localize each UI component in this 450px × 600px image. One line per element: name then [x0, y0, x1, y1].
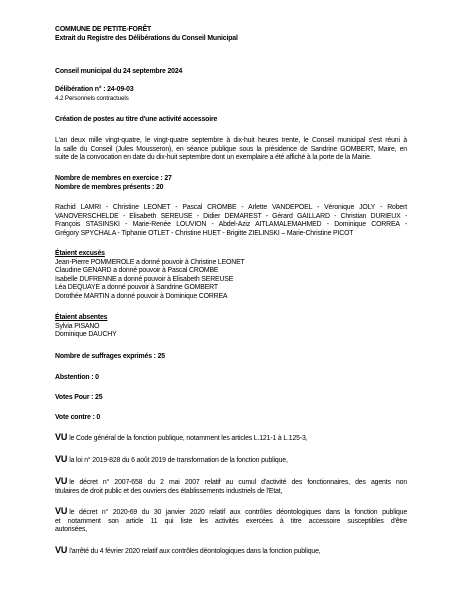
intro-line: la salle du Conseil (Jules Mousseron), en séance publique sous la présidence de Sandrine GOMBERT, Maire, en [55, 145, 407, 153]
members-line: VANOVERSCHELDE - Elisabeth SEREUSE - Didier DEMAREST - Gérard GAILLARD - Christian DURIEUX - [55, 212, 407, 220]
vu-item [55, 455, 407, 466]
deliberation-subject: Création de postes au titre d'une activité accessoire [55, 116, 218, 123]
absent-line: Dominique DAUCHY [55, 331, 117, 339]
header [55, 26, 407, 43]
vu-text: la loi n° 2019-828 du 6 août 2019 de transformation de la fonction publique, [69, 457, 288, 464]
register-extract-title: Extrait du Registre des Délibérations du Conseil Municipal [55, 34, 238, 42]
vu-item [55, 433, 407, 444]
absent-section [55, 314, 407, 340]
vu-keyword: VU [55, 506, 68, 516]
vu-text: l'arrêté du 4 février 2020 relatif aux contrôles déontologiques dans la fonction publique, [69, 548, 321, 555]
vu-text: le décret n° 2007-658 du 2 mai 2007 relatif au cumul d'activité des fonctionnaires, des agents non [69, 479, 407, 486]
intro-paragraph [55, 137, 407, 163]
absent-line: Sylvia PISANO [55, 322, 100, 330]
intro-line: L'an deux mille vingt-quatre, le vingt-quatre septembre à dix-huit heures trente, le Conseil municipal s'est réuni à [55, 137, 407, 144]
members-line: François STASINSKI - Marie-Renée LOUVION - Abdel-Aziz AITLAMALEMAHMED - Dominique CORREA - [55, 221, 407, 229]
vu-text: titulaires de droit public et des ouvriers des établissements industriels de l'Etat, [55, 487, 283, 495]
vu-keyword: VU [55, 432, 68, 442]
excused-line: Dorothée MARTIN a donné pouvoir à Dominique CORREA [55, 292, 228, 300]
excused-line: Léa DEQUAYE a donné pouvoir à Sandrine GOMBERT [55, 284, 218, 292]
vu-text: le décret n° 2020-69 du 30 janvier 2020 relatif aux contrôles déontologiques dans la fonction publique [69, 509, 407, 516]
absent-title: Étaient absentes [55, 314, 108, 321]
vu-item [55, 507, 407, 535]
vu-text: autorisées, [55, 526, 88, 534]
deliberation-block [55, 86, 407, 103]
deliberation-category: 4.2 Personnels contractuels [55, 94, 129, 102]
members-present-list [55, 204, 407, 238]
excused-title: Étaient excusés [55, 250, 105, 257]
vu-item [55, 477, 407, 496]
deliberation-number: Délibération n° : 24-09-03 [55, 86, 134, 93]
intro-line: suite de la convocation en date du dix-huit septembre dont un exemplaire a été affiché à la porte de la Mairie. [55, 154, 372, 162]
members-line: Rachid LAMRI - Christine LEONET - Pascal CROMBE - Arlette VANDEPOEL - Véronique JOLY - Robert [55, 204, 407, 211]
excused-line: Claudine GENARD a donné pouvoir à Pascal CROMBE [55, 267, 219, 275]
excused-line: Jean-Pierre POMMEROLE a donné pouvoir à Christine LEONET [55, 258, 245, 266]
vu-text: et notamment son article 11 qui liste les activités exercées à titre accessoire susceptibles d'être [55, 517, 407, 525]
vu-keyword: VU [55, 454, 68, 464]
vu-keyword: VU [55, 545, 68, 555]
members-line: Grégory SPYCHALA - Tiphanie OTLET - Christine HUET - Brigitte ZIELINSKI – Marie-Christine PICOT [55, 229, 354, 237]
meeting-title: Conseil municipal du 24 septembre 2024 [55, 68, 183, 75]
member-counts [55, 175, 407, 192]
commune-name: COMMUNE DE PETITE-FORÊT [55, 26, 152, 33]
members-in-office: Nombre de membres en exercice : 27 [55, 175, 172, 182]
votes-suffrages: Nombre de suffrages exprimés : 25 [55, 353, 165, 360]
vu-keyword: VU [55, 476, 68, 486]
votes-contre: Vote contre : 0 [55, 414, 101, 421]
vu-text: le Code général de la fonction publique, notamment les articles L.121-1 à L.125-3, [69, 435, 308, 442]
excused-section [55, 250, 407, 302]
vu-item [55, 546, 407, 557]
excused-line: Isabelle DUFRENNE a donné pouvoir à Elisabeth SEREUSE [55, 275, 234, 283]
votes-pour: Votes Pour : 25 [55, 394, 103, 401]
votes-abstention: Abstention : 0 [55, 374, 99, 381]
members-present: Nombre de membres présents : 20 [55, 183, 164, 191]
